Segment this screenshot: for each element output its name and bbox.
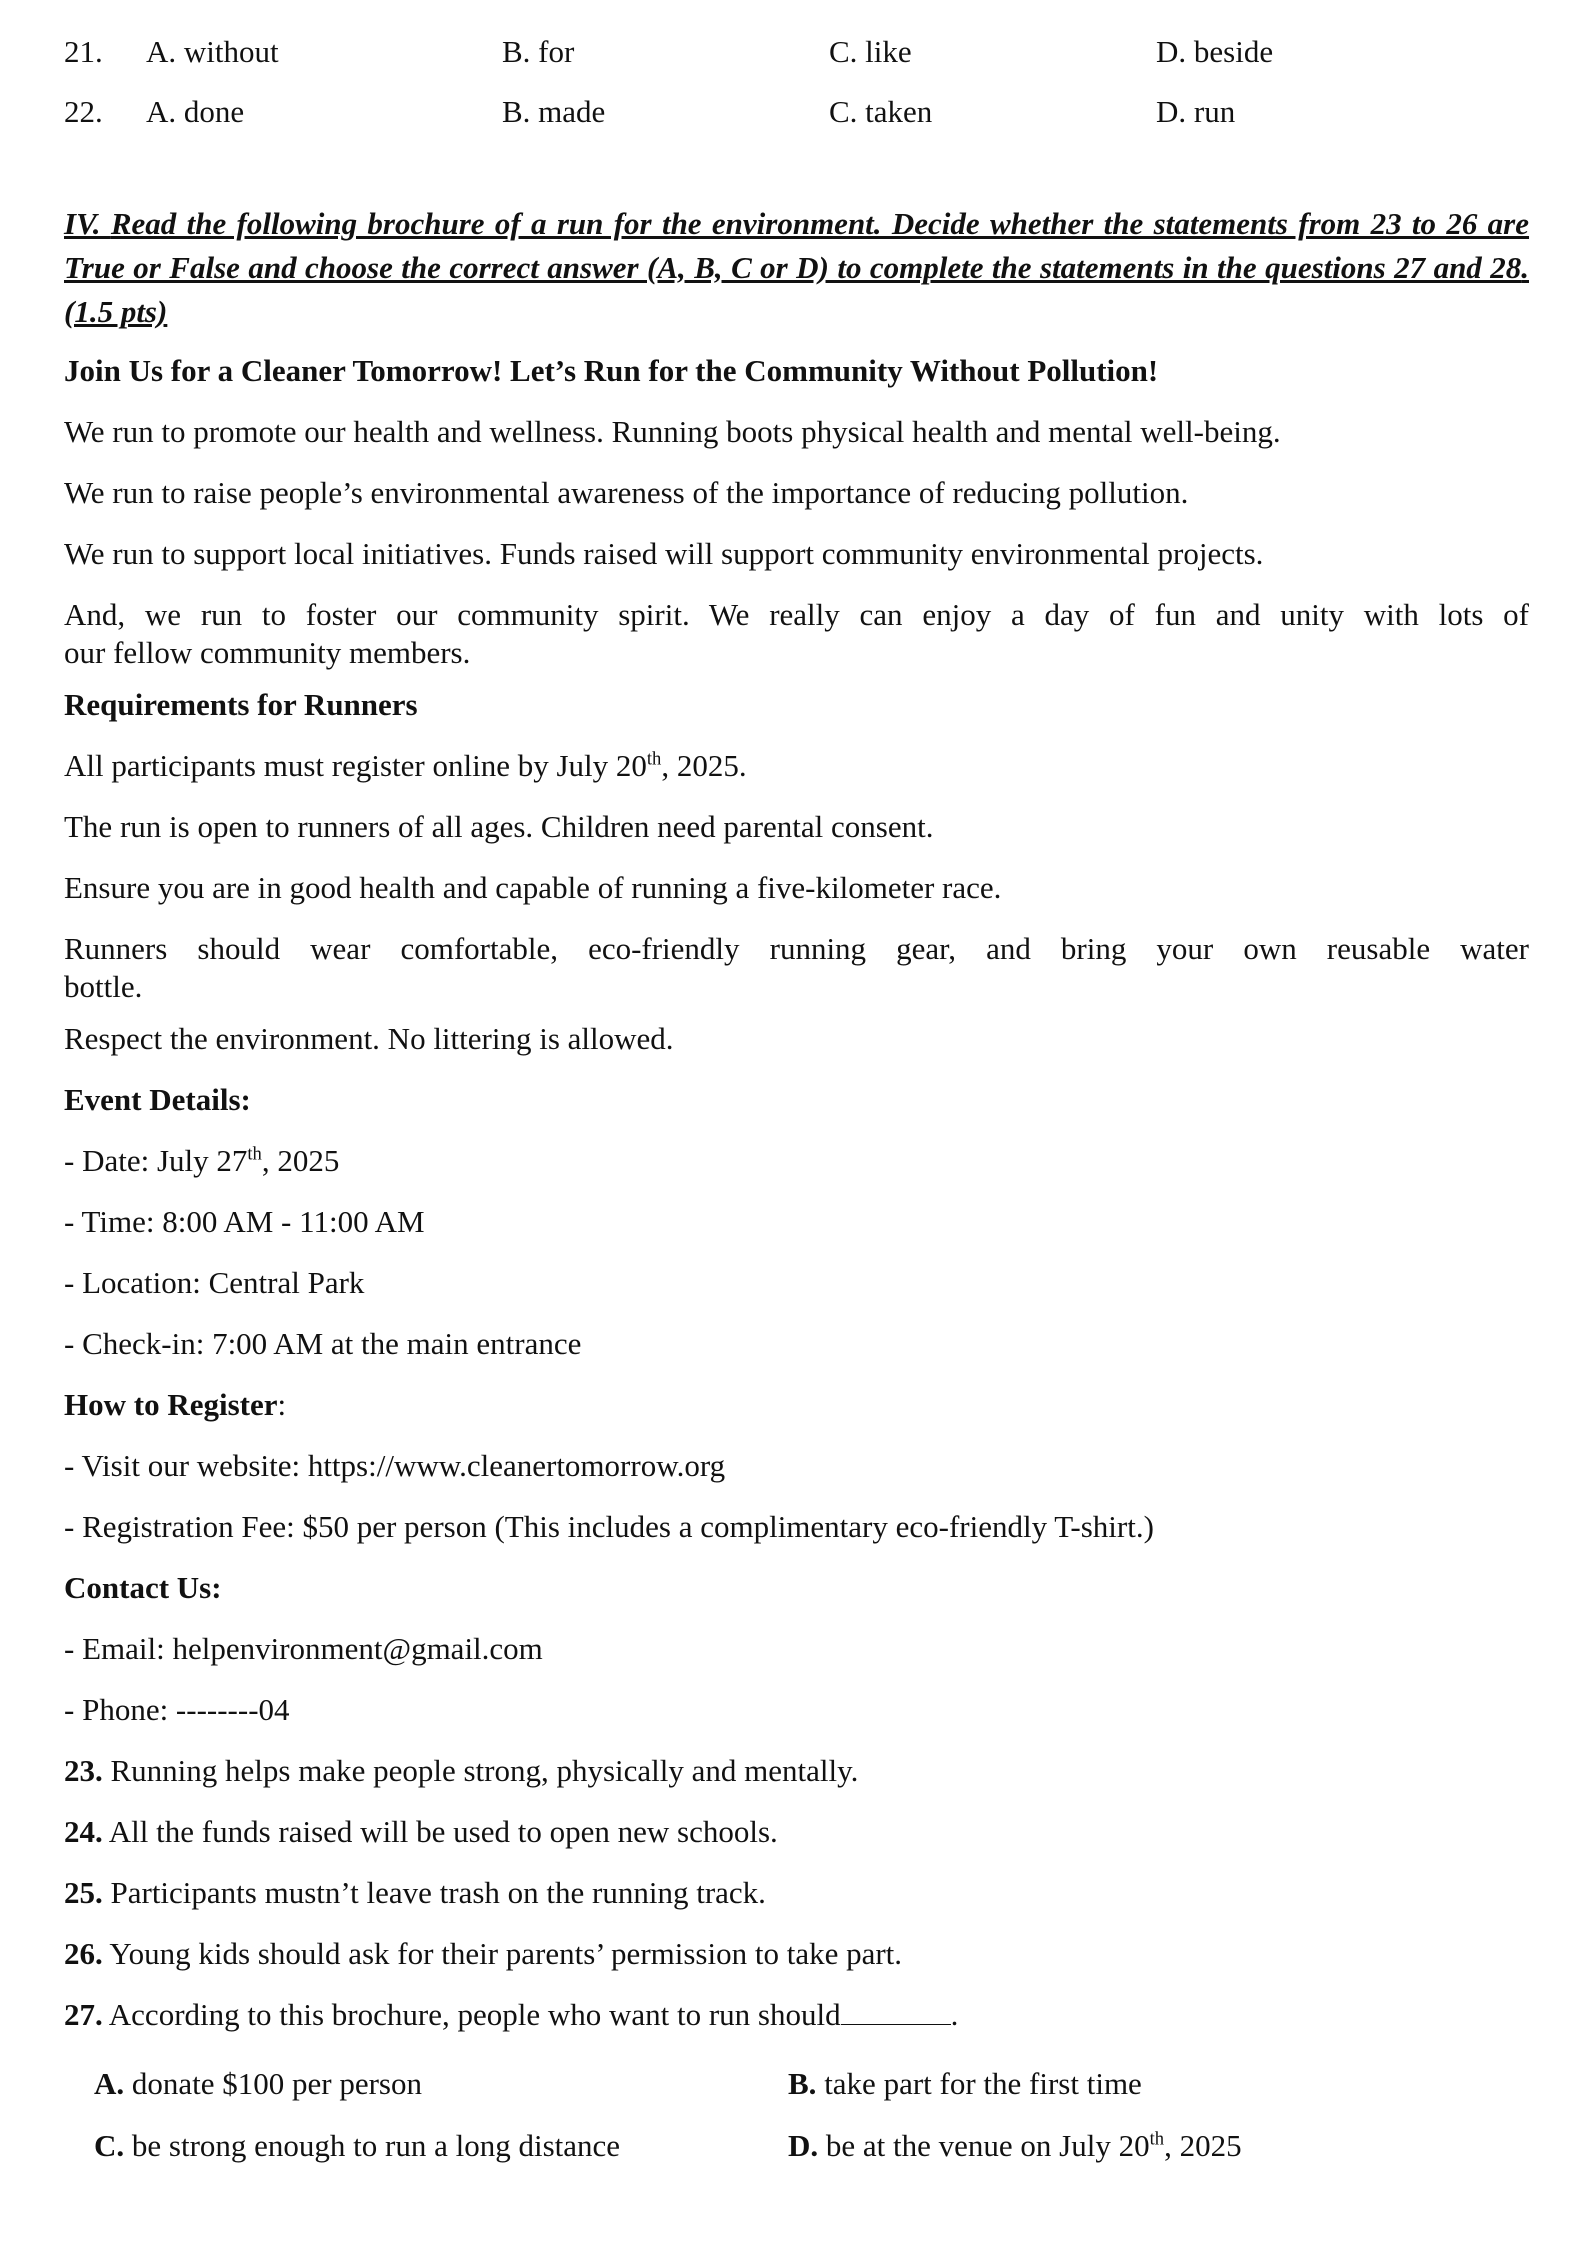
option-text-year: , 2025 (1164, 2128, 1242, 2163)
section-points: . (1.5 pts) (64, 250, 1529, 329)
option-text: take part for the first time (816, 2066, 1142, 2101)
question-text: Running helps make people strong, physically and mentally. (102, 1753, 859, 1788)
question-text: Participants mustn’t leave trash on the running track. (102, 1875, 766, 1910)
option-a: A. without (146, 33, 279, 69)
ordinal-suffix: th (247, 1143, 262, 1165)
option-d (788, 2115, 1242, 2177)
event-details-heading: Event Details: (64, 1082, 251, 1117)
how-to-register-label: How to Register (64, 1387, 278, 1422)
option-b (788, 2053, 1142, 2115)
question-number: 21. (64, 33, 103, 69)
option-a: A. done (146, 93, 245, 129)
question-number: 25. (64, 1875, 103, 1910)
event-time: - Time: 8:00 AM - 11:00 AM (64, 1204, 425, 1239)
answer-blank[interactable] (841, 1993, 951, 2025)
requirement-ages: The run is open to runners of all ages. Children need parental consent. (64, 809, 934, 844)
spirit-line-1: And, we run to foster our community spirit. We really can enjoy a day of fun and unity with lots of (64, 597, 1529, 632)
contact-email: - Email: helpenvironment@gmail.com (64, 1631, 543, 1666)
question-25 (64, 1870, 1529, 1931)
option-letter: C. (94, 2128, 125, 2163)
option-b: B. for (502, 33, 575, 69)
how-to-register-heading (64, 1382, 1529, 1443)
requirements-heading: Requirements for Runners (64, 687, 418, 722)
section-prefix: IV. (64, 206, 111, 241)
requirement-register-text: All participants must register online by July 20 (64, 748, 647, 783)
how-to-register-colon: : (277, 1387, 287, 1422)
question-26 (64, 1931, 1529, 1992)
option-letter: D. (788, 2128, 819, 2163)
question-27-options-row-1 (94, 2053, 1529, 2115)
requirement-health: Ensure you are in good health and capable of running a five-kilometer race. (64, 870, 1002, 905)
ordinal-suffix: th (1149, 2128, 1165, 2150)
question-number: 27. (64, 1997, 103, 2032)
event-location: - Location: Central Park (64, 1265, 365, 1300)
question-24 (64, 1809, 1529, 1870)
spirit-line-2: our fellow community members. (64, 635, 471, 670)
option-letter: A. (94, 2066, 125, 2101)
section-instruction-text: Read the following brochure of a run for the environment. Decide whether the statements from 23 to 26 are True or False and choose the correct answer (A, B, C or D) to complete the statements in the questions 27 and 28 (64, 206, 1530, 285)
event-date-text: - Date: July 27 (64, 1143, 248, 1178)
question-number: 26. (64, 1936, 103, 1971)
question-text: According to this brochure, people who want to run should (102, 1997, 841, 2032)
requirement-gear (64, 926, 1529, 1002)
question-number: 23. (64, 1753, 103, 1788)
requirement-register (64, 743, 1529, 804)
option-text: donate $100 per person (124, 2066, 423, 2101)
option-d: D. run (1156, 93, 1236, 129)
question-21-options (64, 22, 1529, 82)
register-website: - Visit our website: https://www.cleanertomorrow.org (64, 1448, 726, 1483)
option-text: be strong enough to run a long distance (124, 2128, 621, 2163)
contact-heading: Contact Us: (64, 1570, 222, 1605)
question-number: 22. (64, 93, 103, 129)
event-date (64, 1138, 1529, 1199)
contact-phone: - Phone: --------04 (64, 1692, 290, 1727)
ordinal-suffix: th (646, 748, 662, 770)
option-c: C. like (829, 33, 912, 69)
brochure-intro-initiatives: We run to support local initiatives. Funds raised will support community environmental projects. (64, 536, 1264, 571)
option-d: D. beside (1156, 33, 1274, 69)
worksheet-page (64, 22, 1529, 2177)
register-fee: - Registration Fee: $50 per person (This includes a complimentary eco-friendly T-shirt.) (64, 1509, 1154, 1544)
option-letter: B. (788, 2066, 817, 2101)
option-c (94, 2115, 788, 2177)
event-checkin: - Check-in: 7:00 AM at the main entrance (64, 1326, 582, 1361)
section-iv-instructions (64, 202, 1529, 334)
question-number: 24. (64, 1814, 103, 1849)
question-27 (64, 1992, 1529, 2053)
event-date-year: , 2025 (261, 1143, 340, 1178)
requirement-respect: Respect the environment. No littering is allowed. (64, 1021, 674, 1056)
question-end: . (950, 1997, 959, 2032)
gear-line-2: bottle. (64, 969, 143, 1004)
requirement-register-year: , 2025. (661, 748, 747, 783)
option-text: be at the venue on July 20 (818, 2128, 1150, 2163)
option-c: C. taken (829, 93, 933, 129)
brochure-spirit-paragraph (64, 592, 1529, 668)
brochure-title: Join Us for a Cleaner Tomorrow! Let’s Run for the Community Without Pollution! (64, 353, 1159, 388)
option-a (94, 2053, 788, 2115)
gear-line-1: Runners should wear comfortable, eco-friendly running gear, and bring your own reusable water (64, 931, 1529, 966)
option-b: B. made (502, 93, 606, 129)
question-text: Young kids should ask for their parents’ permission to take part. (102, 1936, 903, 1971)
brochure-intro-awareness: We run to raise people’s environmental awareness of the importance of reducing pollution. (64, 475, 1189, 510)
brochure-intro-health: We run to promote our health and wellness. Running boots physical health and mental well-being. (64, 414, 1281, 449)
question-22-options (64, 82, 1529, 142)
question-27-options-row-2 (94, 2115, 1529, 2177)
question-23 (64, 1748, 1529, 1809)
question-text: All the funds raised will be used to open new schools. (102, 1814, 778, 1849)
